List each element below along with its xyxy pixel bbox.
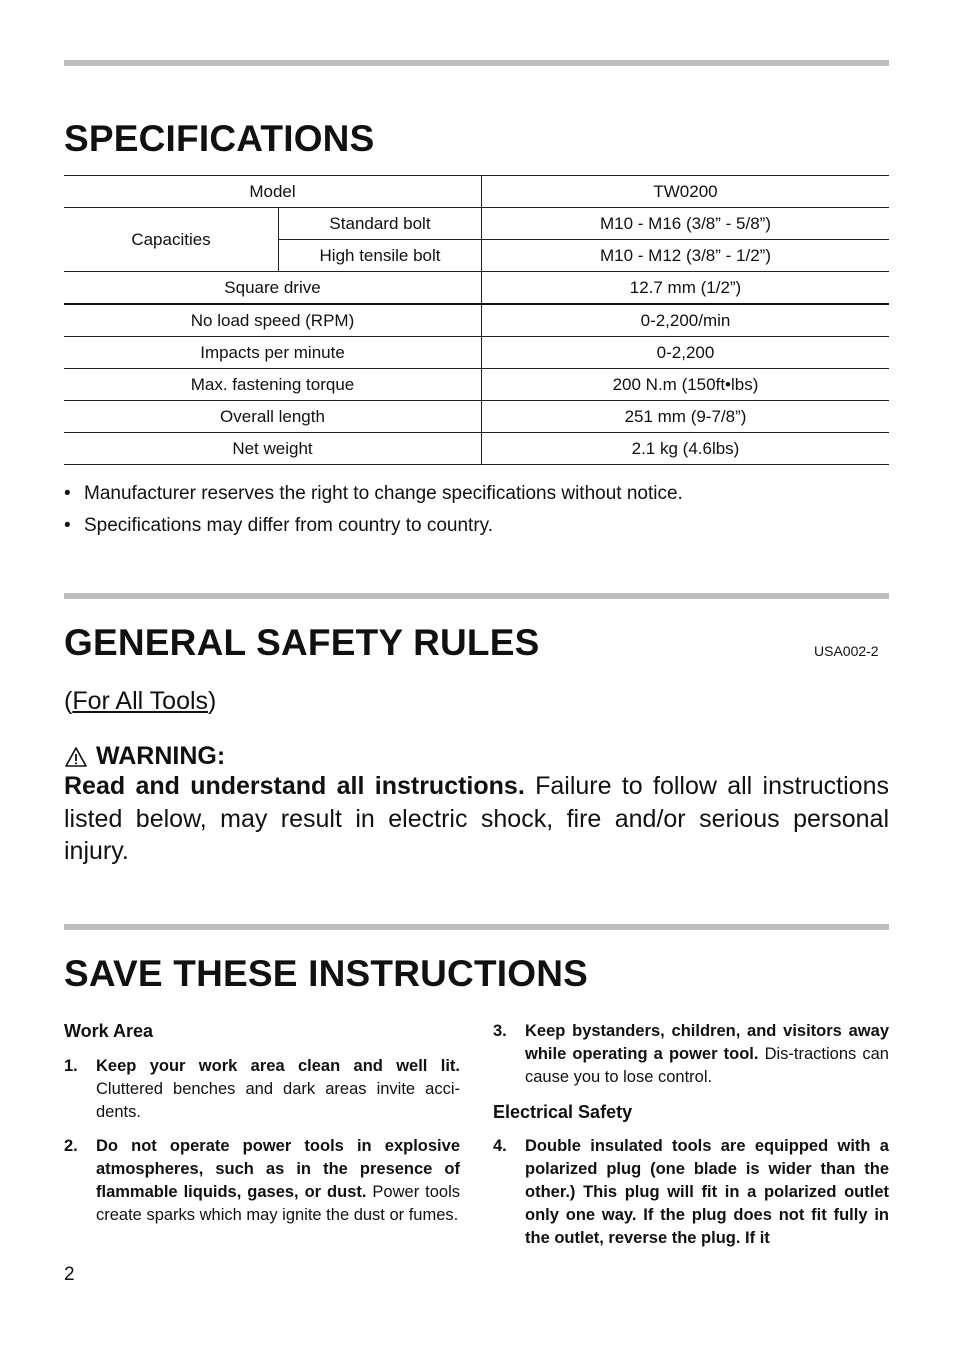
note-text: Manufacturer reserves the right to change specifications without notice. [84,483,683,504]
left-column [64,1020,460,1227]
list-item [64,1055,460,1124]
work-area-heading: Work Area [64,1021,154,1041]
table-row [64,337,889,369]
section-divider [64,593,889,599]
list-item [493,1135,889,1250]
table-cell-label: Impacts per minute [64,337,482,369]
table-cell-label: Capacities [64,208,279,272]
table-cell-label: Overall length [64,401,482,433]
note-text: Specifications may differ from country to country. [84,515,494,536]
subtitle-text: For All Tools [72,687,209,715]
table-cell-label: Max. fastening torque [64,369,482,401]
list-item [64,480,683,512]
warning-triangle-icon [64,746,88,768]
item-number: 3. [493,1022,507,1040]
list-item [64,1135,460,1227]
section-divider [64,60,889,66]
warning-body: Failure to follow all instructions listed below, may result in electric shock, fire and/or serious personal injury. [64,772,889,865]
table-cell-label: Model [64,176,482,208]
paren-open: ( [64,687,73,715]
general-safety-title: GENERAL SAFETY RULES [64,622,540,663]
table-row [64,433,889,465]
item-text [525,1020,889,1089]
warning-heading [64,742,225,771]
paren-close: ) [208,687,217,715]
table-row [64,272,889,305]
table-cell-value: 251 mm (9-7/8”) [482,401,890,433]
table-cell-value: 200 N.m (150ft•lbs) [482,369,890,401]
electrical-safety-heading: Electrical Safety [493,1102,633,1122]
item-text [96,1055,460,1124]
table-cell-value: 12.7 mm (1/2”) [482,272,890,305]
table-cell-value: 2.1 kg (4.6lbs) [482,433,890,465]
item-bold: Keep your work area clean and well lit. [96,1057,460,1075]
specifications-table [64,175,889,465]
table-cell-sublabel: Standard bolt [279,208,482,240]
item-number: 2. [64,1137,78,1155]
item-number: 4. [493,1137,507,1155]
table-row [64,208,889,240]
section-divider [64,924,889,930]
section-subtitle [64,687,216,716]
table-cell-label: No load speed (RPM) [64,304,482,337]
item-body: Dis-tractions can cause you to lose control. [525,1045,889,1086]
warning-label: WARNING: [96,742,226,770]
document-code: USA002-2 [814,643,879,659]
table-cell-label: Square drive [64,272,482,305]
right-column [493,1020,889,1250]
item-body: Cluttered benches and dark areas invite acci-dents. [96,1080,460,1121]
warning-text [64,770,889,868]
item-bold: Do not operate power tools in explosive atmospheres, such as in the presence of flammable liquids, gases, or dust. [96,1137,460,1201]
table-cell-value: 0-2,200 [482,337,890,369]
bullet-icon: • [64,515,71,536]
list-item [493,1020,889,1089]
save-instructions-title: SAVE THESE INSTRUCTIONS [64,953,589,994]
page-number: 2 [64,1264,75,1285]
item-bold: Keep bystanders, children, and visitors away while operating a power tool. [525,1022,889,1063]
warning-bold: Read and understand all instructions. [64,772,525,800]
item-bold: Double insulated tools are equipped with a polarized plug (one blade is wider than the other.) This plug will fit in a polarized outlet only one way. If the plug does not fit fully in the outlet, reverse the plug. If it [525,1137,889,1247]
bullet-icon: • [64,483,71,504]
item-text [525,1135,889,1250]
table-cell-label: Net weight [64,433,482,465]
table-row [64,401,889,433]
table-cell-value: 0-2,200/min [482,304,890,337]
item-number: 1. [64,1057,78,1075]
table-row [64,304,889,337]
table-cell-value: M10 - M12 (3/8” - 1/2”) [482,240,890,272]
specification-notes [64,480,683,544]
item-body: Power tools create sparks which may ignite the dust or fumes. [96,1183,460,1224]
table-cell-value: TW0200 [482,176,890,208]
list-item [64,512,683,544]
table-cell-sublabel: High tensile bolt [279,240,482,272]
table-cell-value: M10 - M16 (3/8” - 5/8”) [482,208,890,240]
specifications-title: SPECIFICATIONS [64,118,375,159]
item-text [96,1135,460,1227]
table-row [64,369,889,401]
table-row [64,176,889,208]
